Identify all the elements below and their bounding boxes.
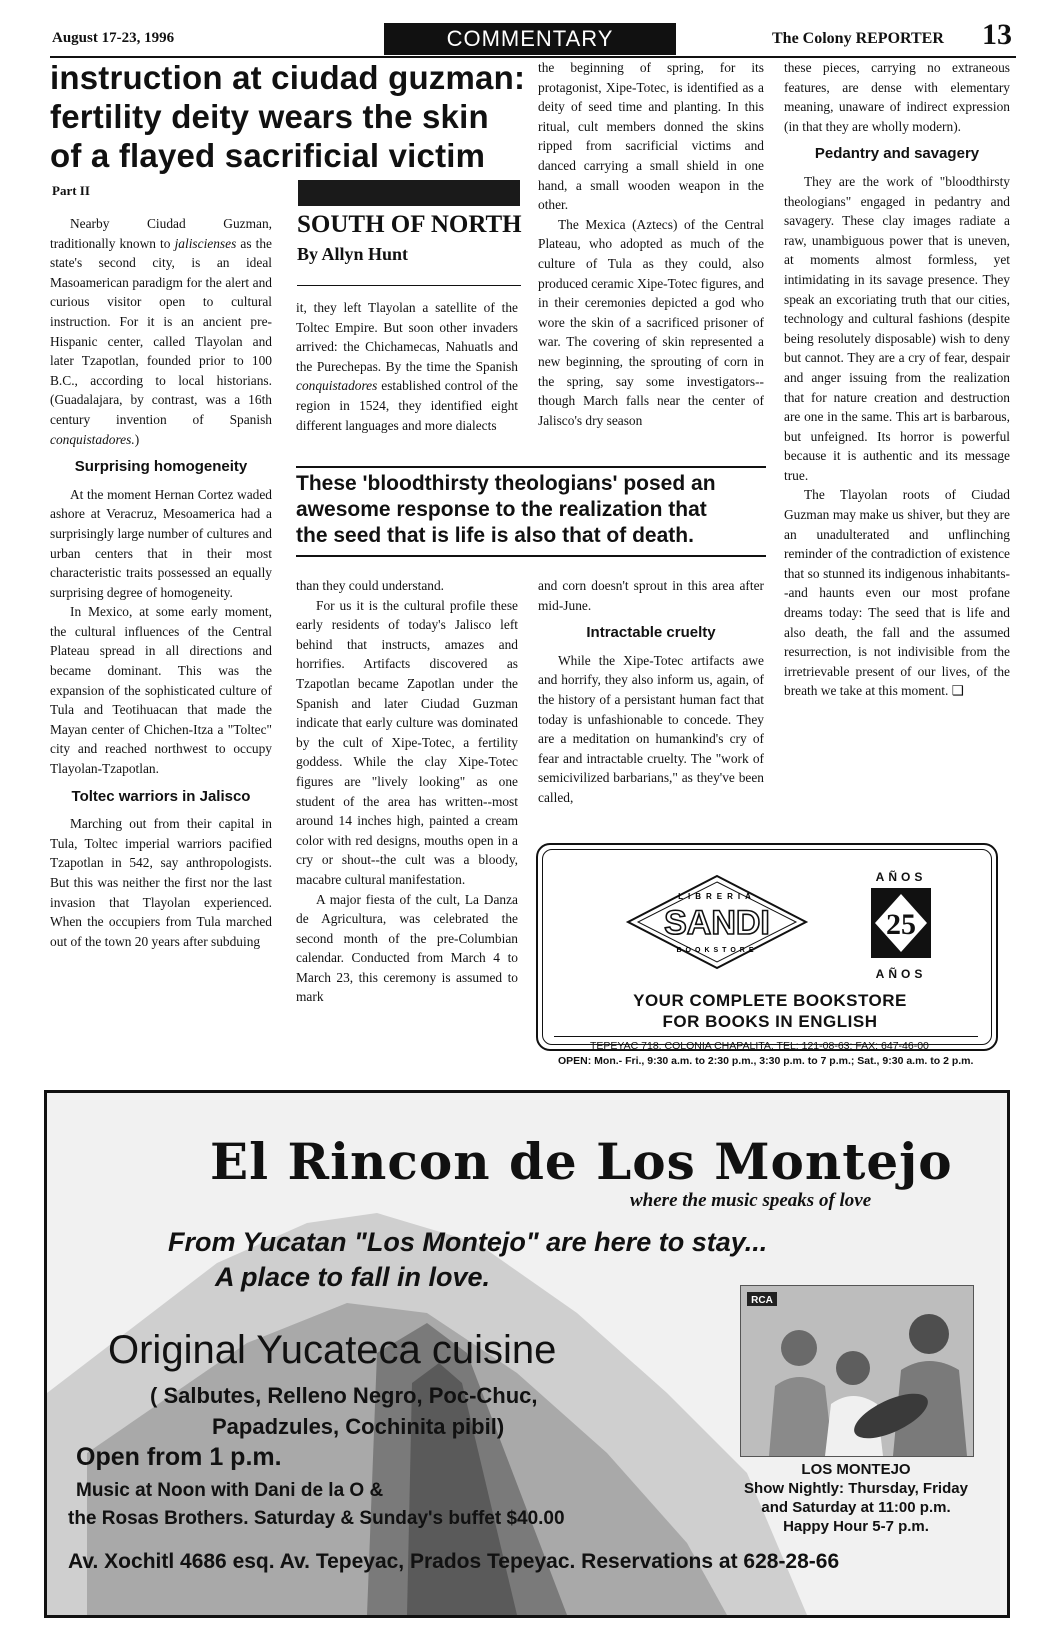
headline-line-3: of a flayed sacrificial victim [50, 137, 486, 174]
restaurant-music-2: the Rosas Brothers. Saturday & Sunday's buffet $40.00 [68, 1508, 565, 1529]
column-header-bar [298, 180, 520, 206]
logo-name: SANDI [664, 904, 770, 942]
col3-top-paragraph-1: the beginning of spring, for its protagonist, Xipe-Totec, is identified as a deity of seed time and planting. In this ritual, cult members donned the skins ripped from sacrificial victims and danced carrying a small shield in one hand, a small wooden weapon in the other. [538, 60, 764, 213]
photo-label: RCA [751, 1295, 773, 1306]
column-1 [50, 214, 272, 951]
page-number: 13 [982, 18, 1012, 51]
section-banner: COMMENTARY [384, 23, 676, 55]
bookstore-slogan-1: YOUR COMPLETE BOOKSTORE [633, 991, 907, 1010]
band-name: LOS MONTEJO [801, 1461, 911, 1478]
subhead-pedantry-savagery: Pedantry and savagery [814, 145, 980, 163]
restaurant-music-1: Music at Noon with Dani de la O & [76, 1480, 384, 1501]
italic-term: conquistadores. [50, 431, 135, 447]
restaurant-line-1: From Yucatan "Los Montejo" are here to stay... [168, 1227, 768, 1257]
article-headline [50, 58, 528, 175]
col2-top-paragraph [296, 298, 518, 435]
band-photo-image [741, 1286, 973, 1456]
end-mark-icon: ❑ [951, 683, 964, 699]
column-4 [784, 58, 1010, 701]
col1-paragraph-4: Marching out from their capital in Tula, Toltec imperial warriors pacified Tzapotlan in 542, say anthropologists. But this was neither the first nor the last invasion that Tlayolan experienced. When the occupiers from Tula marched out of the town 20 years after subduing [50, 816, 272, 949]
anniversary-badge [865, 870, 937, 980]
restaurant-open-hours: Open from 1 p.m. [76, 1443, 282, 1471]
subhead-surprising-homogeneity: Surprising homogeneity [74, 458, 248, 476]
band-show-1: Show Nightly: Thursday, Friday [744, 1480, 968, 1497]
sandi-logo [624, 872, 810, 972]
band-info [736, 1460, 976, 1536]
text-run: ) [134, 431, 140, 447]
anos-bottom-label: AÑOS [875, 967, 927, 981]
col3-bottom-paragraph-1: and corn doesn't sprout in this area after mid-June. [538, 578, 764, 613]
headline-line-2: fertility deity wears the skin [50, 98, 489, 135]
pull-quote-line-2: awesome response to the realization that [296, 498, 707, 521]
col4-paragraph-1: these pieces, carrying no extraneous features, are dense with elementary meaning, unaware of indirect expression (in that they are wholly modern). [784, 60, 1010, 134]
pull-quote-bottom-rule [296, 555, 766, 557]
part-label: Part II [52, 183, 90, 198]
col1-paragraph-1 [50, 214, 272, 449]
issue-date: August 17-23, 1996 [52, 30, 175, 46]
anniversary-number: 25 [886, 908, 916, 941]
pull-quote-top-rule [296, 466, 766, 468]
restaurant-tagline: where the music speaks of love [630, 1190, 872, 1211]
column-2-top [296, 298, 518, 435]
subhead-toltec-warriors: Toltec warriors in Jalisco [71, 787, 251, 805]
col1-paragraph-2: At the moment Hernan Cortez waded ashore at Veracruz, Mesoamerica had a surprisingly large number of cultures and urban centers that in their most characteristic traits possessed an equally surprising degree of homogeneity. [50, 486, 272, 600]
logo-arc-bottom: BOOKSTORE [676, 947, 758, 954]
restaurant-cuisine: Original Yucateca cuisine [108, 1328, 557, 1372]
column-2-bottom [296, 576, 518, 1007]
restaurant-dishes-1: ( Salbutes, Relleno Negro, Poc-Chuc, [150, 1383, 538, 1408]
column-title: SOUTH OF NORTH [297, 211, 522, 238]
pull-quote-line-1: These 'bloodthirsty theologians' posed an [296, 472, 716, 495]
bookstore-slogan [560, 990, 980, 1032]
text-run: it, they left Tlayolan a satellite of the Toltec Empire. But soon other invaders arrived: the Chichamecas, Nahuatls and the Purechepas. By the time the Spanish [296, 300, 518, 374]
bookstore-hours: OPEN: Mon.- Fri., 9:30 a.m. to 2:30 p.m., 3:30 p.m. to 7 p.m.; Sat., 9:30 a.m. to 2 p.m. [558, 1055, 974, 1067]
bookstore-slogan-2: FOR BOOKS IN ENGLISH [662, 1012, 878, 1031]
bookstore-address: TEPEYAC 718, COLONIA CHAPALITA. TEL: 121-08-63; FAX: 647-46-00 [590, 1040, 929, 1052]
col4-paragraph-3 [784, 485, 1010, 701]
col2-bottom-paragraph-1: than they could understand. [296, 578, 445, 593]
pull-quote-line-3: the seed that is life is also that of death. [296, 524, 694, 547]
col2-bottom-paragraph-2: For us it is the cultural profile these early residents of today's Jalisco left behind that instructs, amazes and horrifies. Artifacts discovered as Tzapotlan became Zapotlan under the Spanish and later Ciudad Guzman indicate that early culture was dominated by the cult of Xipe-Totec, a fertility goddess. While the clay Xipe-Totec figures are "lively looking" as one student of the area has written--most around 14 inches high, painted a cream color with red designs, mouths open in a cry or shout--the cult was a bloody, macabre cultural manifestation. [296, 597, 518, 887]
logo-arc-top: LIBRERIA [678, 892, 756, 901]
col3-bottom-paragraph-2: While the Xipe-Totec artifacts awe and horrify, they also inform us, again, of the history of a persistant human fact that today is unfashionable to concede. They are a meditation on humankind's cry of fear and intractable cruelty. The "work of semicivilized barbarians," as they've been called, [538, 652, 764, 805]
col4-paragraph-2: They are the work of "bloodthirsty theologians" engaged in pedantry and savagery. These clay images radiate a raw, unambiguous power that is uneven, at moments almost formless, yet intimidating in its savage presence. They speak an excoriating truth that our cities, technology and cultural fashions (despite being resolutely disposable) wish to deny but cannot. They are a cry of fear, despair and anger issuing from the realization that for nature creation and destruction are one in the same. This art is barbarous, but unfeigned. Its horror is powerful because it is authentic and its message true. [784, 173, 1010, 483]
band-photo [740, 1285, 974, 1457]
col2-bottom-paragraph-3: A major fiesta of the cult, La Danza de Agricultura, was celebrated the second month of the pre-Columbian calendar. Conducted from March 4 to March 23, this ceremony is assumed to mark [296, 891, 518, 1005]
happy-hour: Happy Hour 5-7 p.m. [783, 1518, 929, 1535]
byline: By Allyn Hunt [297, 244, 409, 264]
italic-term: conquistadores [296, 378, 378, 394]
restaurant-name: El Rincon de Los Montejo [210, 1132, 953, 1191]
column-3-top [538, 58, 764, 430]
text-run: as the state's second city, is an ideal Masoamerican paradigm for the alert and curious visitor open to cultural instruction. For it is an ancient pre-Hispanic center, called Tlayolan and later Tzapotlan, founded prior to 100 B.C., according to local historians. (Guadalajara, by contrast, was a 16th century invention of Spanish [50, 235, 272, 427]
band-show-2: and Saturday at 11:00 p.m. [761, 1499, 951, 1516]
newspaper-name: The Colony REPORTER [772, 30, 944, 47]
anos-top-label: AÑOS [875, 870, 927, 884]
bookstore-divider [554, 1036, 978, 1037]
anniversary-emblem [865, 884, 937, 962]
text-run: Nearby Ciudad Guzman, traditionally known to [50, 216, 272, 251]
restaurant-dishes-2: Papadzules, Cochinita pibil) [212, 1414, 505, 1439]
pull-quote [296, 471, 766, 549]
column-3-bottom [538, 576, 764, 808]
italic-term: jaliscienses [174, 235, 237, 251]
col3-top-paragraph-2: The Mexica (Aztecs) of the Central Plateau, who adopted as much of the culture of Tula as they could, also produced ceramic Xipe-Totec figures, and in their ceremonies depicted a god who wore the skin of a sacrificed prisoner of war. The covering of skin represented a new beginning, the sprouting of corn in the spring, say some investigators-- though March falls near the center of Jalisco's dry season [538, 216, 764, 428]
headline-line-1: instruction at ciudad guzman: [50, 59, 526, 96]
restaurant-address: Av. Xochitl 4686 esq. Av. Tepeyac, Prados Tepeyac. Reservations at 628-28-66 [68, 1550, 840, 1573]
byline-rule [297, 285, 521, 286]
col1-paragraph-3: In Mexico, at some early moment, the cultural influences of the Central Plateau spread in all directions and became dominant. This was the expansion of the sophisticated culture of Tula and Teotihuacan that made the Mayan center of Chichen-Itza a "Toltec" city and reached northwest to occupy Tlayolan-Tzapotlan. [50, 604, 272, 777]
subhead-intractable-cruelty: Intractable cruelty [586, 624, 716, 642]
text-run: established control of the region in 1524, they identified eight different languages and more dialects [296, 378, 518, 433]
text-run: The Tlayolan roots of Ciudad Guzman may make us shiver, but they are an unadulterated and unflinching reminder of the contradiction of existence that so stunned its indigenous inhabitants--and haunts even our most profane dreams today: The seed that is life and also death, the fall and the assumed resurrection, is not indivisible from the irretrievable present of our lives, of the breath we take at this moment. [784, 487, 1010, 699]
restaurant-line-2: A place to fall in love. [215, 1262, 491, 1292]
